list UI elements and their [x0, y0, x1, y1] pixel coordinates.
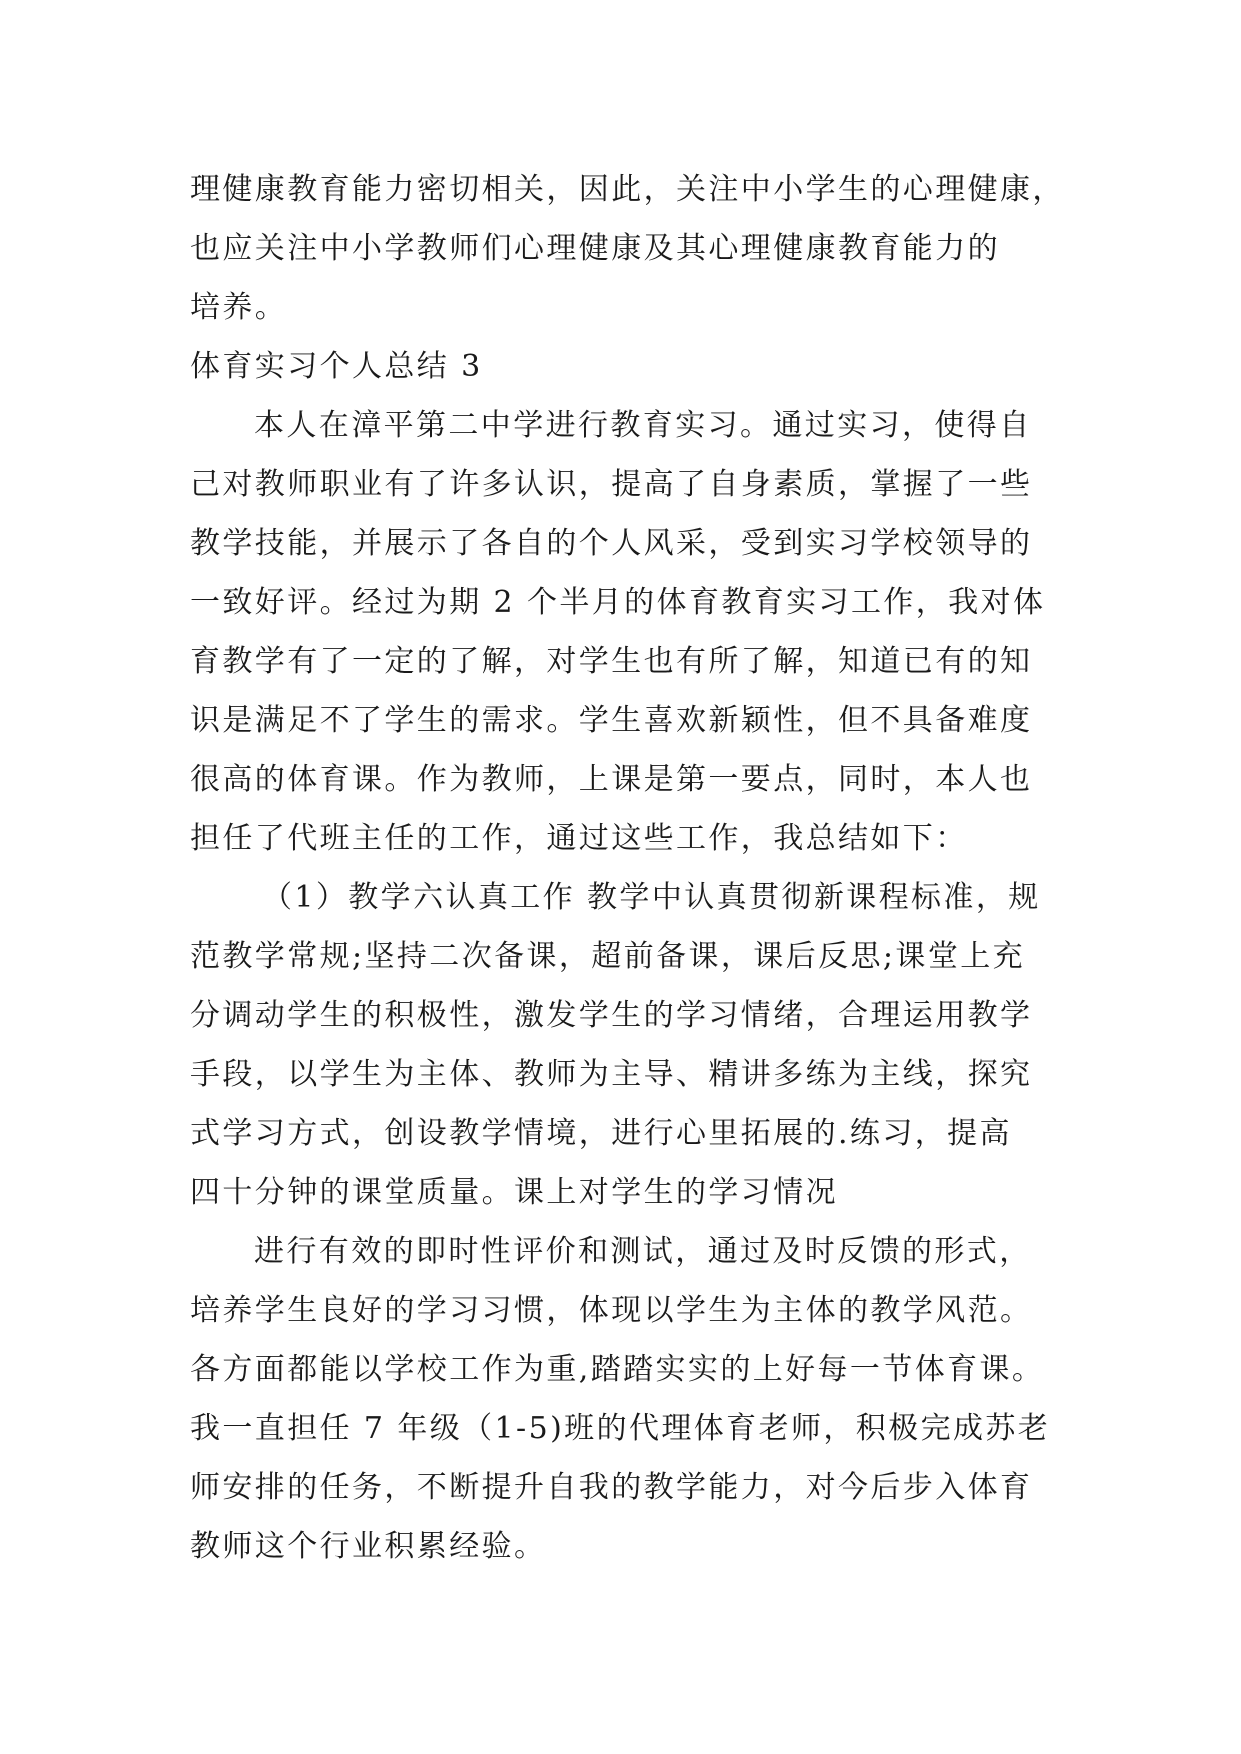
text-line: 进行有效的即时性评价和测试，通过及时反馈的形式，: [254, 1234, 1032, 1269]
text-line: 很高的体育课。作为教师，上课是第一要点，同时，本人也: [190, 762, 1033, 797]
text-line: 理健康教育能力密切相关，因此，关注中小学生的心理健康，: [190, 172, 1065, 207]
text-line: 己对教师职业有了许多认识，提高了自身素质，掌握了一些: [190, 467, 1033, 502]
text-line: 本人在漳平第二中学进行教育实习。通过实习，使得自: [254, 408, 1032, 443]
text-line: 识是满足不了学生的需求。学生喜欢新颖性，但不具备难度: [190, 703, 1033, 738]
text-line: 我一直担任 7 年级（1-5)班的代理体育老师，积极完成苏老: [190, 1411, 1051, 1446]
text-line: 教师这个行业积累经验。: [190, 1529, 547, 1564]
text-line: 分调动学生的积极性，激发学生的学习情绪，合理运用教学: [190, 998, 1033, 1033]
text-line: 育教学有了一定的了解，对学生也有所了解，知道已有的知: [190, 644, 1033, 679]
text-line: （1）教学六认真工作 教学中认真贯彻新课程标准，规: [262, 880, 1041, 915]
text-line: 手段，以学生为主体、教师为主导、精讲多练为主线，探究: [190, 1057, 1033, 1092]
text-line: 各方面都能以学校工作为重,踏踏实实的上好每一节体育课。: [190, 1352, 1045, 1387]
text-line: 也应关注中小学教师们心理健康及其心理健康教育能力的: [190, 231, 1000, 266]
section-heading: 体育实习个人总结 3: [190, 349, 483, 384]
document-body: [190, 160, 1070, 1576]
text-line: 四十分钟的课堂质量。课上对学生的学习情况: [190, 1175, 838, 1210]
text-line: 担任了代班主任的工作，通过这些工作，我总结如下：: [190, 821, 968, 856]
text-line: 培养。: [190, 290, 288, 325]
text-line: 师安排的任务，不断提升自我的教学能力，对今后步入体育: [190, 1470, 1033, 1505]
text-line: 教学技能，并展示了各自的个人风采，受到实习学校领导的: [190, 526, 1033, 561]
text-line: 范教学常规;坚持二次备课，超前备课，课后反思;课堂上充: [190, 939, 1026, 974]
text-line: 一致好评。经过为期 2 个半月的体育教育实习工作，我对体: [190, 585, 1046, 620]
text-line: 培养学生良好的学习习惯，体现以学生为主体的教学风范。: [190, 1293, 1033, 1328]
text-line: 式学习方式，创设教学情境，进行心里拓展的.练习，提高: [190, 1116, 1012, 1151]
